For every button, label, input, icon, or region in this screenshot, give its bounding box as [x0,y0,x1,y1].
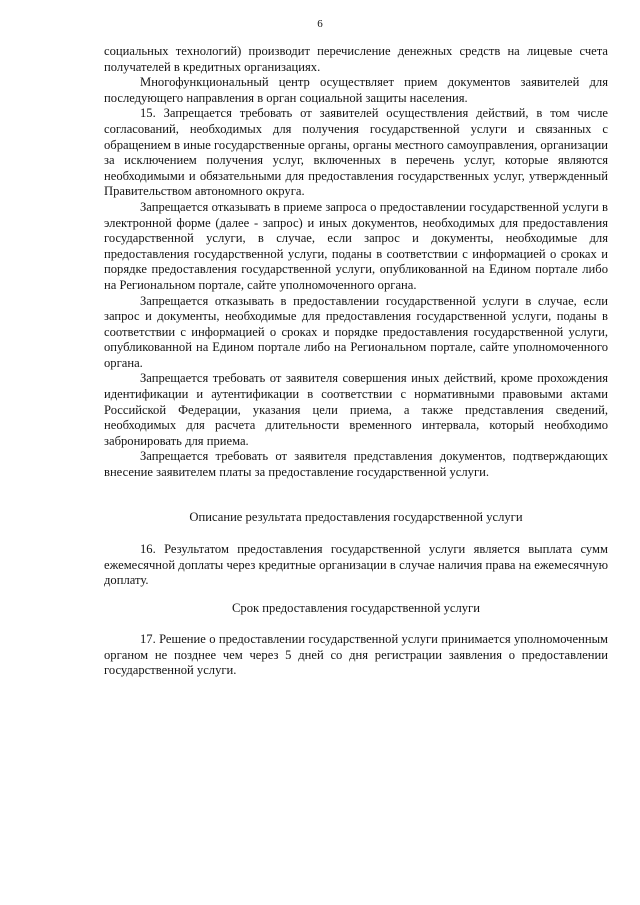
heading-service-term: Срок предоставления государственной услуги [232,601,480,615]
paragraph-15: 15. Запрещается требовать от заявителей осуществления действий, в том числе согласований, необходимых для получения государственной услуги и связанных с обращением в иные государственные органы, органы местного самоуправления, организации за исключением получения услуг, включенных в перечень услуг, которые являются необходимыми и обязательными для предоставления государственных услуг, утвержденный Правительством автономного округа. [104,106,608,199]
body-text-result [104,542,608,589]
body-text-top [104,44,608,481]
paragraph-mfc: Многофункциональный центр осуществляет прием документов заявителей для последующего направления в орган социальной защиты населения. [104,75,608,105]
paragraph-continuation: социальных технологий) производит перечисление денежных средств на лицевые счета получателей в кредитных организациях. [104,44,608,74]
page-number: 6 [317,18,323,30]
heading-service-result: Описание результата предоставления государственной услуги [189,510,523,524]
paragraph-17: 17. Решение о предоставлении государственной услуги принимается уполномоченным органом не позднее чем через 5 дней со дня регистрации заявления о предоставлении государственной услуги. [104,632,608,678]
paragraph-payment-documents: Запрещается требовать от заявителя представления документов, подтверждающих внесение заявителем платы за предоставление государственной услуги. [104,449,608,480]
paragraph-other-actions: Запрещается требовать от заявителя совершения иных действий, кроме прохождения идентификации и аутентификации в соответствии с нормативными правовыми актами Российской Федерации, указания цели приема, а также представления сведений, необходимых для расчета длительности временного интервала, который необходимо забронировать для приема. [104,371,608,448]
body-text-term [104,632,608,679]
paragraph-16: 16. Результатом предоставления государственной услуги является выплата сумм ежемесячной доплаты через кредитные организации в случае наличия права на ежемесячную доплату. [104,542,608,588]
paragraph-refuse-service: Запрещается отказывать в предоставлении государственной услуги в случае, если запрос и документы, необходимые для предоставления государственной услуги, поданы в соответствии с информацией о сроках и порядке предоставления государственной услуги, опубликованной на Едином портале либо на Региональном портале, сайте уполномоченного органа. [104,293,608,370]
paragraph-refuse-request: Запрещается отказывать в приеме запроса о предоставлении государственной услуги в электронной форме (далее - запрос) и иных документов, необходимых для предоставления государственной услуги, в случае, если запрос и документы, необходимые для предоставления государственной услуги, поданы в соответствии с информацией о сроках и порядке предоставления государственной услуги, опубликованной на Едином портале либо на Региональном портале, сайте уполномоченного органа. [104,199,608,292]
